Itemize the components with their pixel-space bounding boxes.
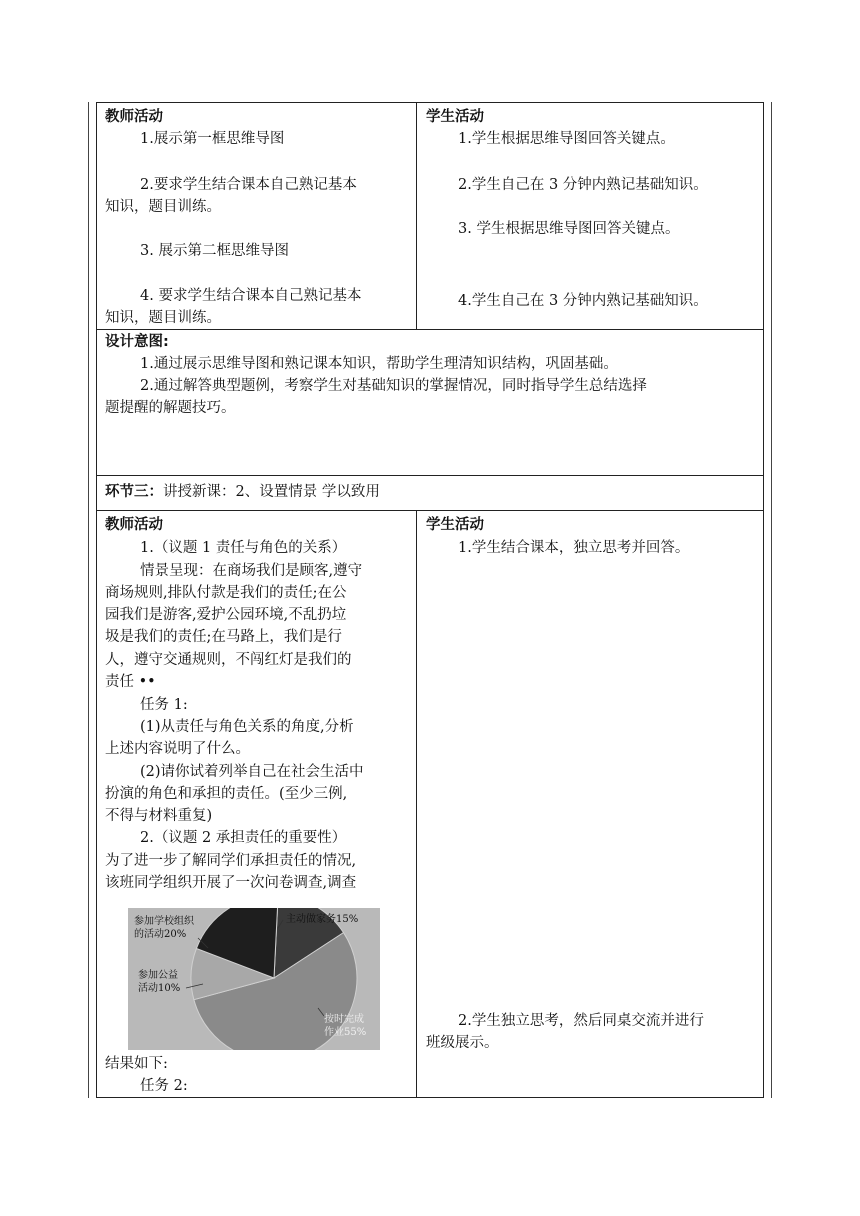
- pie-label: 参加学校组织的活动20%: [134, 916, 194, 940]
- student-item: 3. 学生根据思维导图回答关键点。: [458, 221, 680, 237]
- teacher-line: 结果如下:: [105, 1056, 168, 1072]
- student-item: 2.学生独立思考，然后同桌交流并进行: [458, 1013, 704, 1029]
- teacher-item: 2.要求学生结合课本自己熟记基本: [140, 177, 357, 193]
- survey-pie-chart: [128, 908, 380, 1050]
- teacher-line: 该班同学组织开展了一次问卷调查,调查: [105, 875, 357, 891]
- design-intent-heading: 设计意图:: [105, 334, 169, 350]
- pie-label: 按时完成作业55%: [324, 1014, 367, 1038]
- student-activity-heading: 学生活动: [426, 109, 484, 125]
- teacher-item: 3. 展示第二框思维导图: [140, 243, 289, 259]
- teacher-line: 商场规则,排队付款是我们的责任;在公: [105, 585, 347, 601]
- design-intent-line: 2.通过解答典型题例，考察学生对基础知识的掌握情况，同时指导学生总结选择: [140, 378, 647, 394]
- teacher-line: (2)请你试着列举自己在社会生活中: [140, 764, 364, 780]
- teacher-item: 1.展示第一框思维导图: [140, 131, 285, 147]
- teacher-activity-heading: 教师活动: [105, 109, 163, 125]
- teacher-item: 知识，题目训练。: [105, 310, 221, 326]
- teacher-line: 任务 2:: [140, 1078, 188, 1094]
- section-title-prefix: 环节三：: [105, 484, 163, 500]
- design-intent-line: 题提醒的解题技巧。: [105, 400, 236, 416]
- pie-label: 参加公益活动10%: [138, 970, 181, 994]
- section-title: [105, 481, 380, 503]
- teacher-item: 4. 要求学生结合课本自己熟记基本: [140, 288, 362, 304]
- student-item: 1.学生结合课本，独立思考并回答。: [458, 540, 690, 556]
- teacher-line: 为了进一步了解同学们承担责任的情况,: [105, 853, 357, 869]
- student-item: 2.学生自己在 3 分钟内熟记基础知识。: [458, 177, 708, 193]
- teacher-activity-heading: 教师活动: [105, 517, 163, 533]
- teacher-line: 情景呈现：在商场我们是顾客,遵守: [140, 563, 363, 579]
- teacher-line: 不得与材料重复): [105, 808, 213, 824]
- teacher-line: (1)从责任与角色关系的角度,分析: [140, 719, 354, 735]
- teacher-line: 园我们是游客,爱护公园环境,不乱扔垃: [105, 607, 347, 623]
- column-divider: [416, 510, 417, 1098]
- student-item: 班级展示。: [426, 1035, 499, 1051]
- student-item: 1.学生根据思维导图回答关键点。: [458, 131, 675, 147]
- teacher-line: 1.（议题 1 责任与角色的关系）: [140, 540, 347, 556]
- teacher-line: 任务 1:: [140, 697, 188, 713]
- teacher-line: 上述内容说明了什么。: [105, 741, 250, 757]
- student-activity-heading: 学生活动: [426, 517, 484, 533]
- section-title-text: 讲授新课：2、设置情景 学以致用: [163, 484, 380, 500]
- row-divider: [96, 475, 764, 476]
- teacher-line: 人，遵守交通规则，不闯红灯是我们的: [105, 652, 352, 668]
- column-divider: [416, 102, 417, 329]
- teacher-line: 责任 ••: [105, 674, 156, 690]
- row-divider: [96, 510, 764, 511]
- pie-label: 主动做家务15%: [286, 914, 359, 925]
- student-item: 4.学生自己在 3 分钟内熟记基础知识。: [458, 293, 708, 309]
- survey-pie-chart-photo: [128, 908, 380, 1050]
- teacher-item: 知识，题目训练。: [105, 199, 221, 215]
- design-intent-line: 1.通过展示思维导图和熟记课本知识，帮助学生理清知识结构，巩固基础。: [140, 356, 618, 372]
- teacher-line: 2.（议题 2 承担责任的重要性）: [140, 830, 347, 846]
- teacher-line: 圾是我们的责任;在马路上，我们是行: [105, 629, 342, 645]
- row-divider: [96, 329, 764, 330]
- teacher-line: 扮演的角色和承担的责任。(至少三例,: [105, 786, 348, 802]
